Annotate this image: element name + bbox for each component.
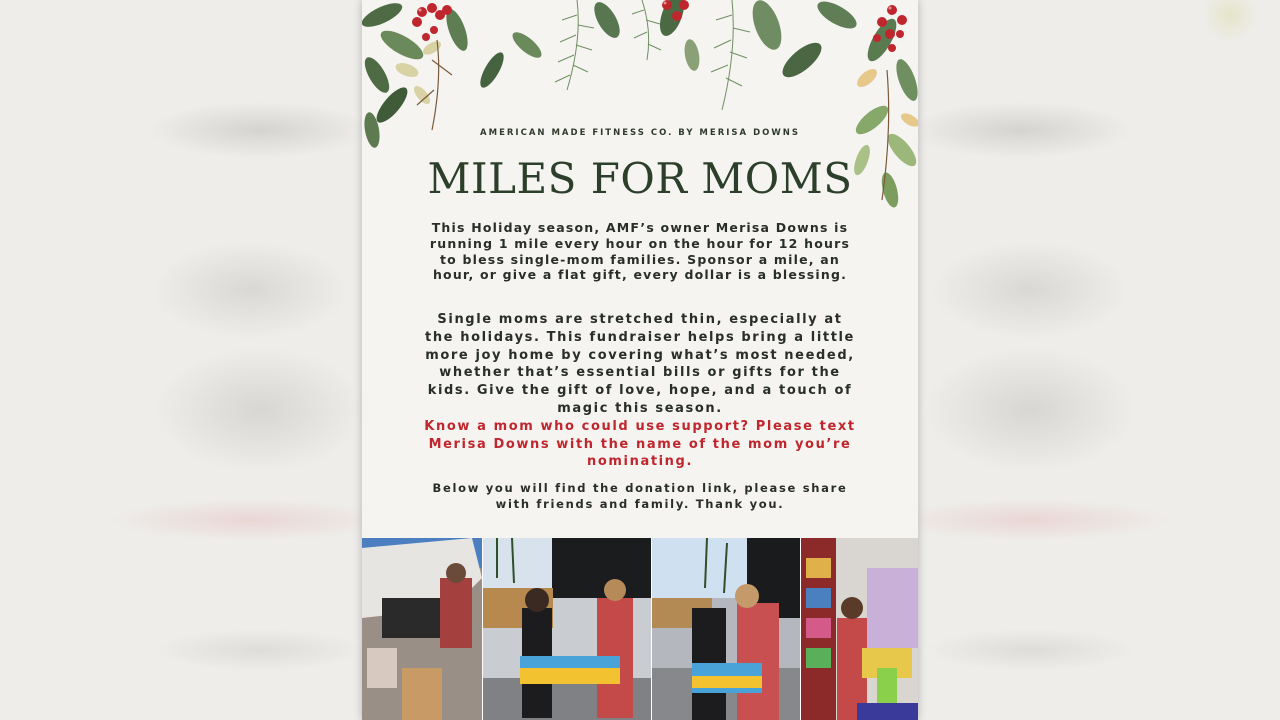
donation-note-line-1: Below you will find the donation link, please share xyxy=(432,481,848,495)
photo-toy-handoff xyxy=(483,538,651,720)
story-text: Single moms are stretched thin, especially at the holidays. This fundraiser helps bring a little more joy home by covering what’s most needed, whether that’s essential bills or gifts for the kids. Give the gift of love, hope, and a touch of magic this season. xyxy=(425,312,855,416)
donation-note xyxy=(420,481,860,513)
photo-trunk-bags xyxy=(362,538,482,720)
brand-line: AMERICAN MADE FITNESS CO. BY MERISA DOWNS xyxy=(480,128,800,138)
flyer-title: MILES FOR MOMS xyxy=(427,154,853,203)
photo-toy-aisle xyxy=(801,538,918,720)
photo-gift-hug xyxy=(652,538,800,720)
nomination-callout: Know a mom who could use support? Please text Merisa Downs with the name of the mom you’re nominating. xyxy=(424,418,856,470)
photo-strip xyxy=(362,538,918,720)
fundraiser-flyer xyxy=(362,0,918,720)
donation-note-line-2: with friends and family. Thank you. xyxy=(495,496,785,511)
intro-paragraph: This Holiday season, AMF’s owner Merisa Downs is running 1 mile every hour on the hour for 12 hours to bless single-mom families. Sponsor a mile, an hour, or give a flat gift, every dollar is a blessing. xyxy=(429,220,851,283)
story-paragraph xyxy=(420,311,860,471)
